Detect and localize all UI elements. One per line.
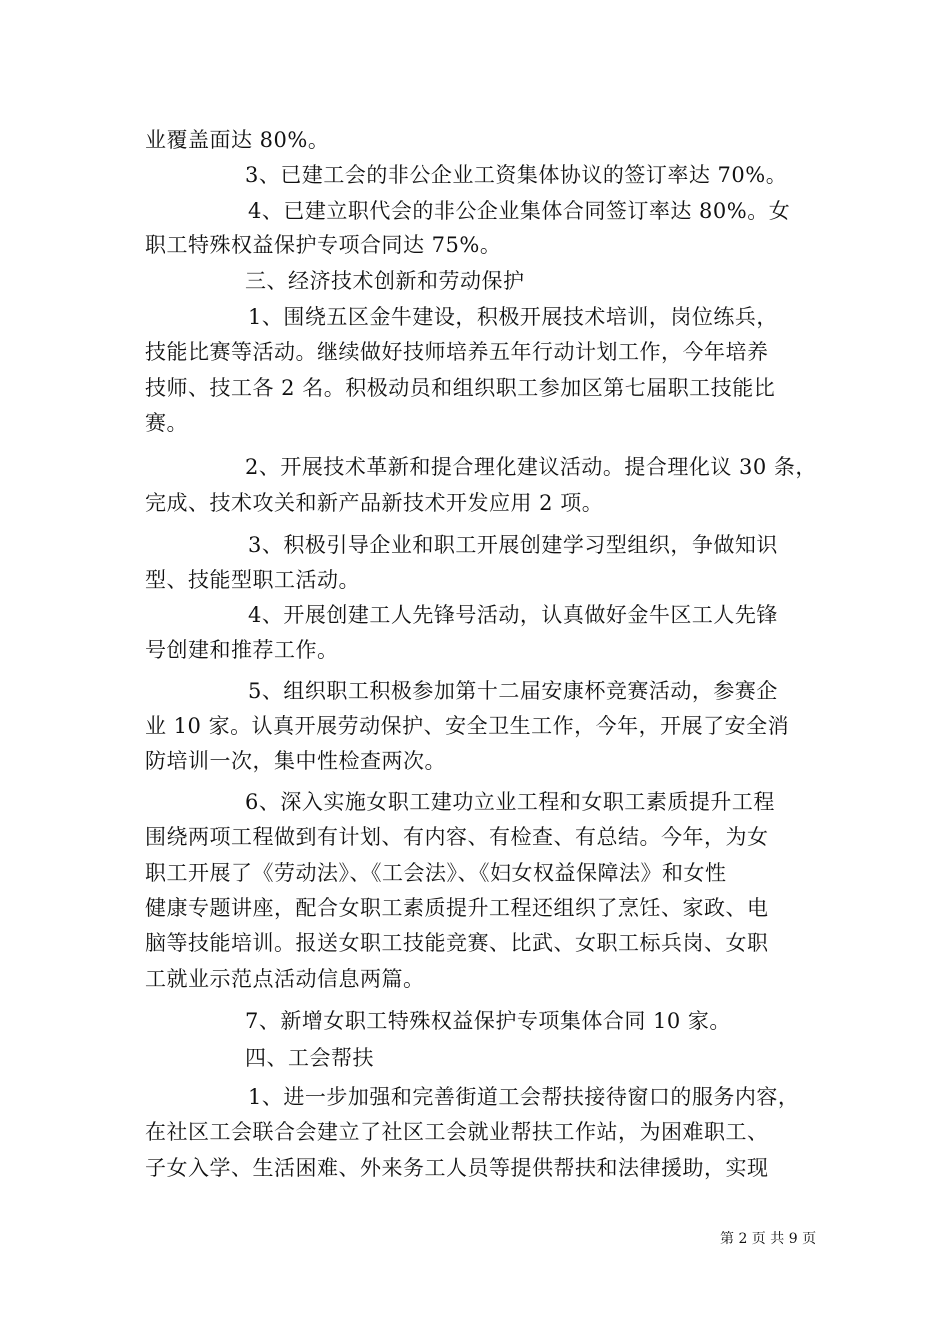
text-line: 脑等技能培训。报送女职工技能竞赛、比武、女职工标兵岗、女职	[145, 931, 769, 955]
text-line: 号创建和推荐工作。	[145, 638, 339, 662]
text-line: 5、组织职工积极参加第十二届安康杯竞赛活动，参赛企	[248, 679, 778, 703]
text-line: 职工特殊权益保护专项合同达 75%。	[145, 233, 502, 257]
section-heading: 四、工会帮扶	[245, 1046, 374, 1070]
text-line: 健康专题讲座，配合女职工素质提升工程还组织了烹饪、家政、电	[145, 896, 769, 920]
section-heading: 三、经济技术创新和劳动保护	[245, 269, 525, 293]
text-line: 业 10 家。认真开展劳动保护、安全卫生工作，今年，开展了安全消	[145, 714, 790, 738]
text-line: 在社区工会联合会建立了社区工会就业帮扶工作站，为困难职工、	[145, 1120, 769, 1144]
page-number: 第 2 页 共 9 页	[720, 1231, 817, 1247]
text-line: 3、已建工会的非公企业工资集体协议的签订率达 70%。	[245, 163, 788, 187]
text-line: 子女入学、生活困难、外来务工人员等提供帮扶和法律援助，实现	[145, 1156, 769, 1180]
text-line: 职工开展了《劳动法》、《工会法》、《妇女权益保障法》和女性	[145, 861, 727, 885]
text-line: 2、开展技术革新和提合理化建议活动。提合理化议 30 条，	[245, 455, 817, 479]
text-line: 完成、技术攻关和新产品新技术开发应用 2 项。	[145, 491, 604, 515]
text-line: 4、开展创建工人先锋号活动，认真做好金牛区工人先锋	[248, 603, 778, 627]
text-line: 围绕两项工程做到有计划、有内容、有检查、有总结。今年，为女	[145, 825, 769, 849]
text-line: 1、围绕五区金牛建设，积极开展技术培训，岗位练兵，	[248, 305, 778, 329]
text-line: 工就业示范点活动信息两篇。	[145, 967, 425, 991]
text-line: 技师、技工各 2 名。积极动员和组织职工参加区第七届职工技能比	[145, 376, 776, 400]
text-line: 4、已建立职代会的非公企业集体合同签订率达 80%。女	[248, 199, 791, 223]
text-line: 7、新增女职工特殊权益保护专项集体合同 10 家。	[245, 1009, 731, 1033]
text-line: 3、积极引导企业和职工开展创建学习型组织，争做知识	[248, 533, 778, 557]
text-line: 1、进一步加强和完善街道工会帮扶接待窗口的服务内容，	[248, 1085, 800, 1109]
text-line: 6、深入实施女职工建功立业工程和女职工素质提升工程	[245, 790, 775, 814]
text-line: 防培训一次，集中性检查两次。	[145, 749, 446, 773]
text-line: 技能比赛等活动。继续做好技师培养五年行动计划工作，今年培养	[145, 340, 769, 364]
text-line: 业覆盖面达 80%。	[145, 128, 330, 152]
text-line: 赛。	[145, 411, 188, 435]
text-line: 型、技能型职工活动。	[145, 568, 360, 592]
